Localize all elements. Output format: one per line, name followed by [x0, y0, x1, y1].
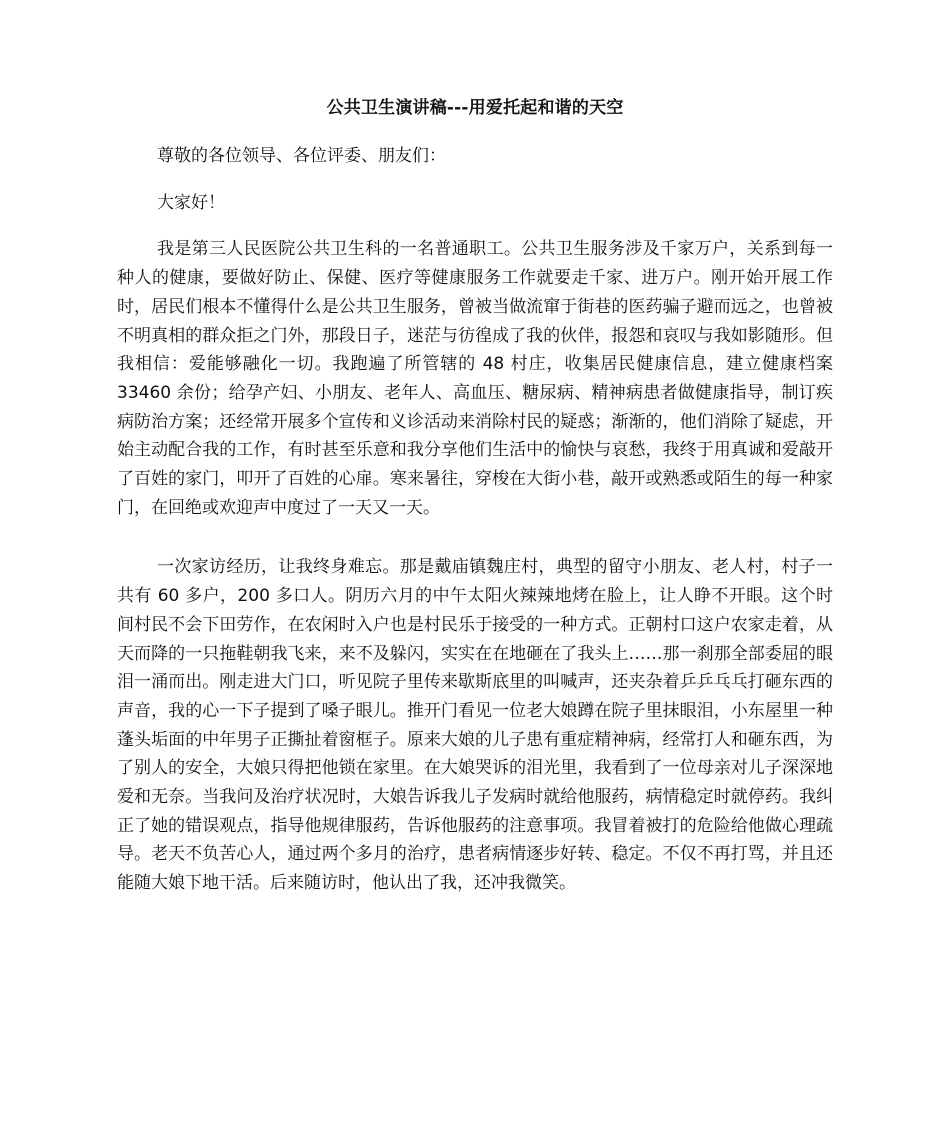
document-page — [117, 92, 833, 916]
salutation: 尊敬的各位领导、各位评委、朋友们： — [157, 146, 446, 166]
paragraph-2: 一次家访经历，让我终身难忘。那是戴庙镇魏庄村，典型的留守小朋友、老人村，村子一共有 60 多户，200 多口人。阴历六月的中午太阳火辣辣地烤在脸上，让人睁不开眼。这个时间村民不会下田劳作，在农闲时入户也是村民乐于接受的一种方式。正朝村口这户农家走着，从天而降的一只拖鞋朝我飞来，来不及躲闪，实实在在地砸在了我头上……那一刹那全部委屈的眼泪一涌而出。刚走进大门口，听见院子里传来歇斯底里的叫喊声，还夹杂着乒乒乓乓打砸东西的声音，我的心一下子提到了嗓子眼儿。推开门看见一位老大娘蹲在院子里抹眼泪，小东屋里一种蓬头垢面的中年男子正撕扯着窗框子。原来大娘的儿子患有重症精神病，经常打人和砸东西，为了别人的安全，大娘只得把他锁在家里。在大娘哭诉的泪光里，我看到了一位母亲对儿子深深地爱和无奈。当我问及治疗状况时，大娘告诉我儿子发病时就给他服药，病情稳定时就停药。我纠正了她的错误观点，指导他规律服药，告诉他服药的注意事项。我冒着被打的危险给他做心理疏导。老天不负苦心人，通过两个多月的治疗，患者病情逐步好转、稳定。不仅不再打骂，并且还能随大娘下地干活。后来随访时，他认出了我，还冲我微笑。 — [117, 557, 833, 894]
paragraph-1: 我是第三人民医院公共卫生科的一名普通职工。公共卫生服务涉及千家万户，关系到每一种人的健康，要做好防止、保健、医疗等健康服务工作就要走千家、进万户。刚开始开展工作时，居民们根本不懂得什么是公共卫生服务，曾被当做流窜于街巷的医药骗子避而远之，也曾被不明真相的群众拒之门外，那段日子，迷茫与彷徨成了我的伙伴，报怨和哀叹与我如影随形。但我相信：爱能够融化一切。我跑遍了所管辖的 48 村庄，收集居民健康信息，建立健康档案 33460 余份；给孕产妇、小朋友、老年人、高血压、糖尿病、精神病患者做健康指导，制订疾病防治方案；还经常开展多个宣传和义诊活动来消除村民的疑惑；渐渐的，他们消除了疑虑，开始主动配合我的工作，有时甚至乐意和我分享他们生活中的愉快与哀愁，我终于用真诚和爱敲开了百姓的家门，叩开了百姓的心扉。寒来暑往，穿梭在大街小巷，敲开或熟悉或陌生的每一种家门，在回绝或欢迎声中度过了一天又一天。 — [117, 239, 833, 518]
greeting: 大家好！ — [157, 192, 225, 213]
document-title: 公共卫生演讲稿---用爱托起和谐的天空 — [326, 98, 624, 118]
